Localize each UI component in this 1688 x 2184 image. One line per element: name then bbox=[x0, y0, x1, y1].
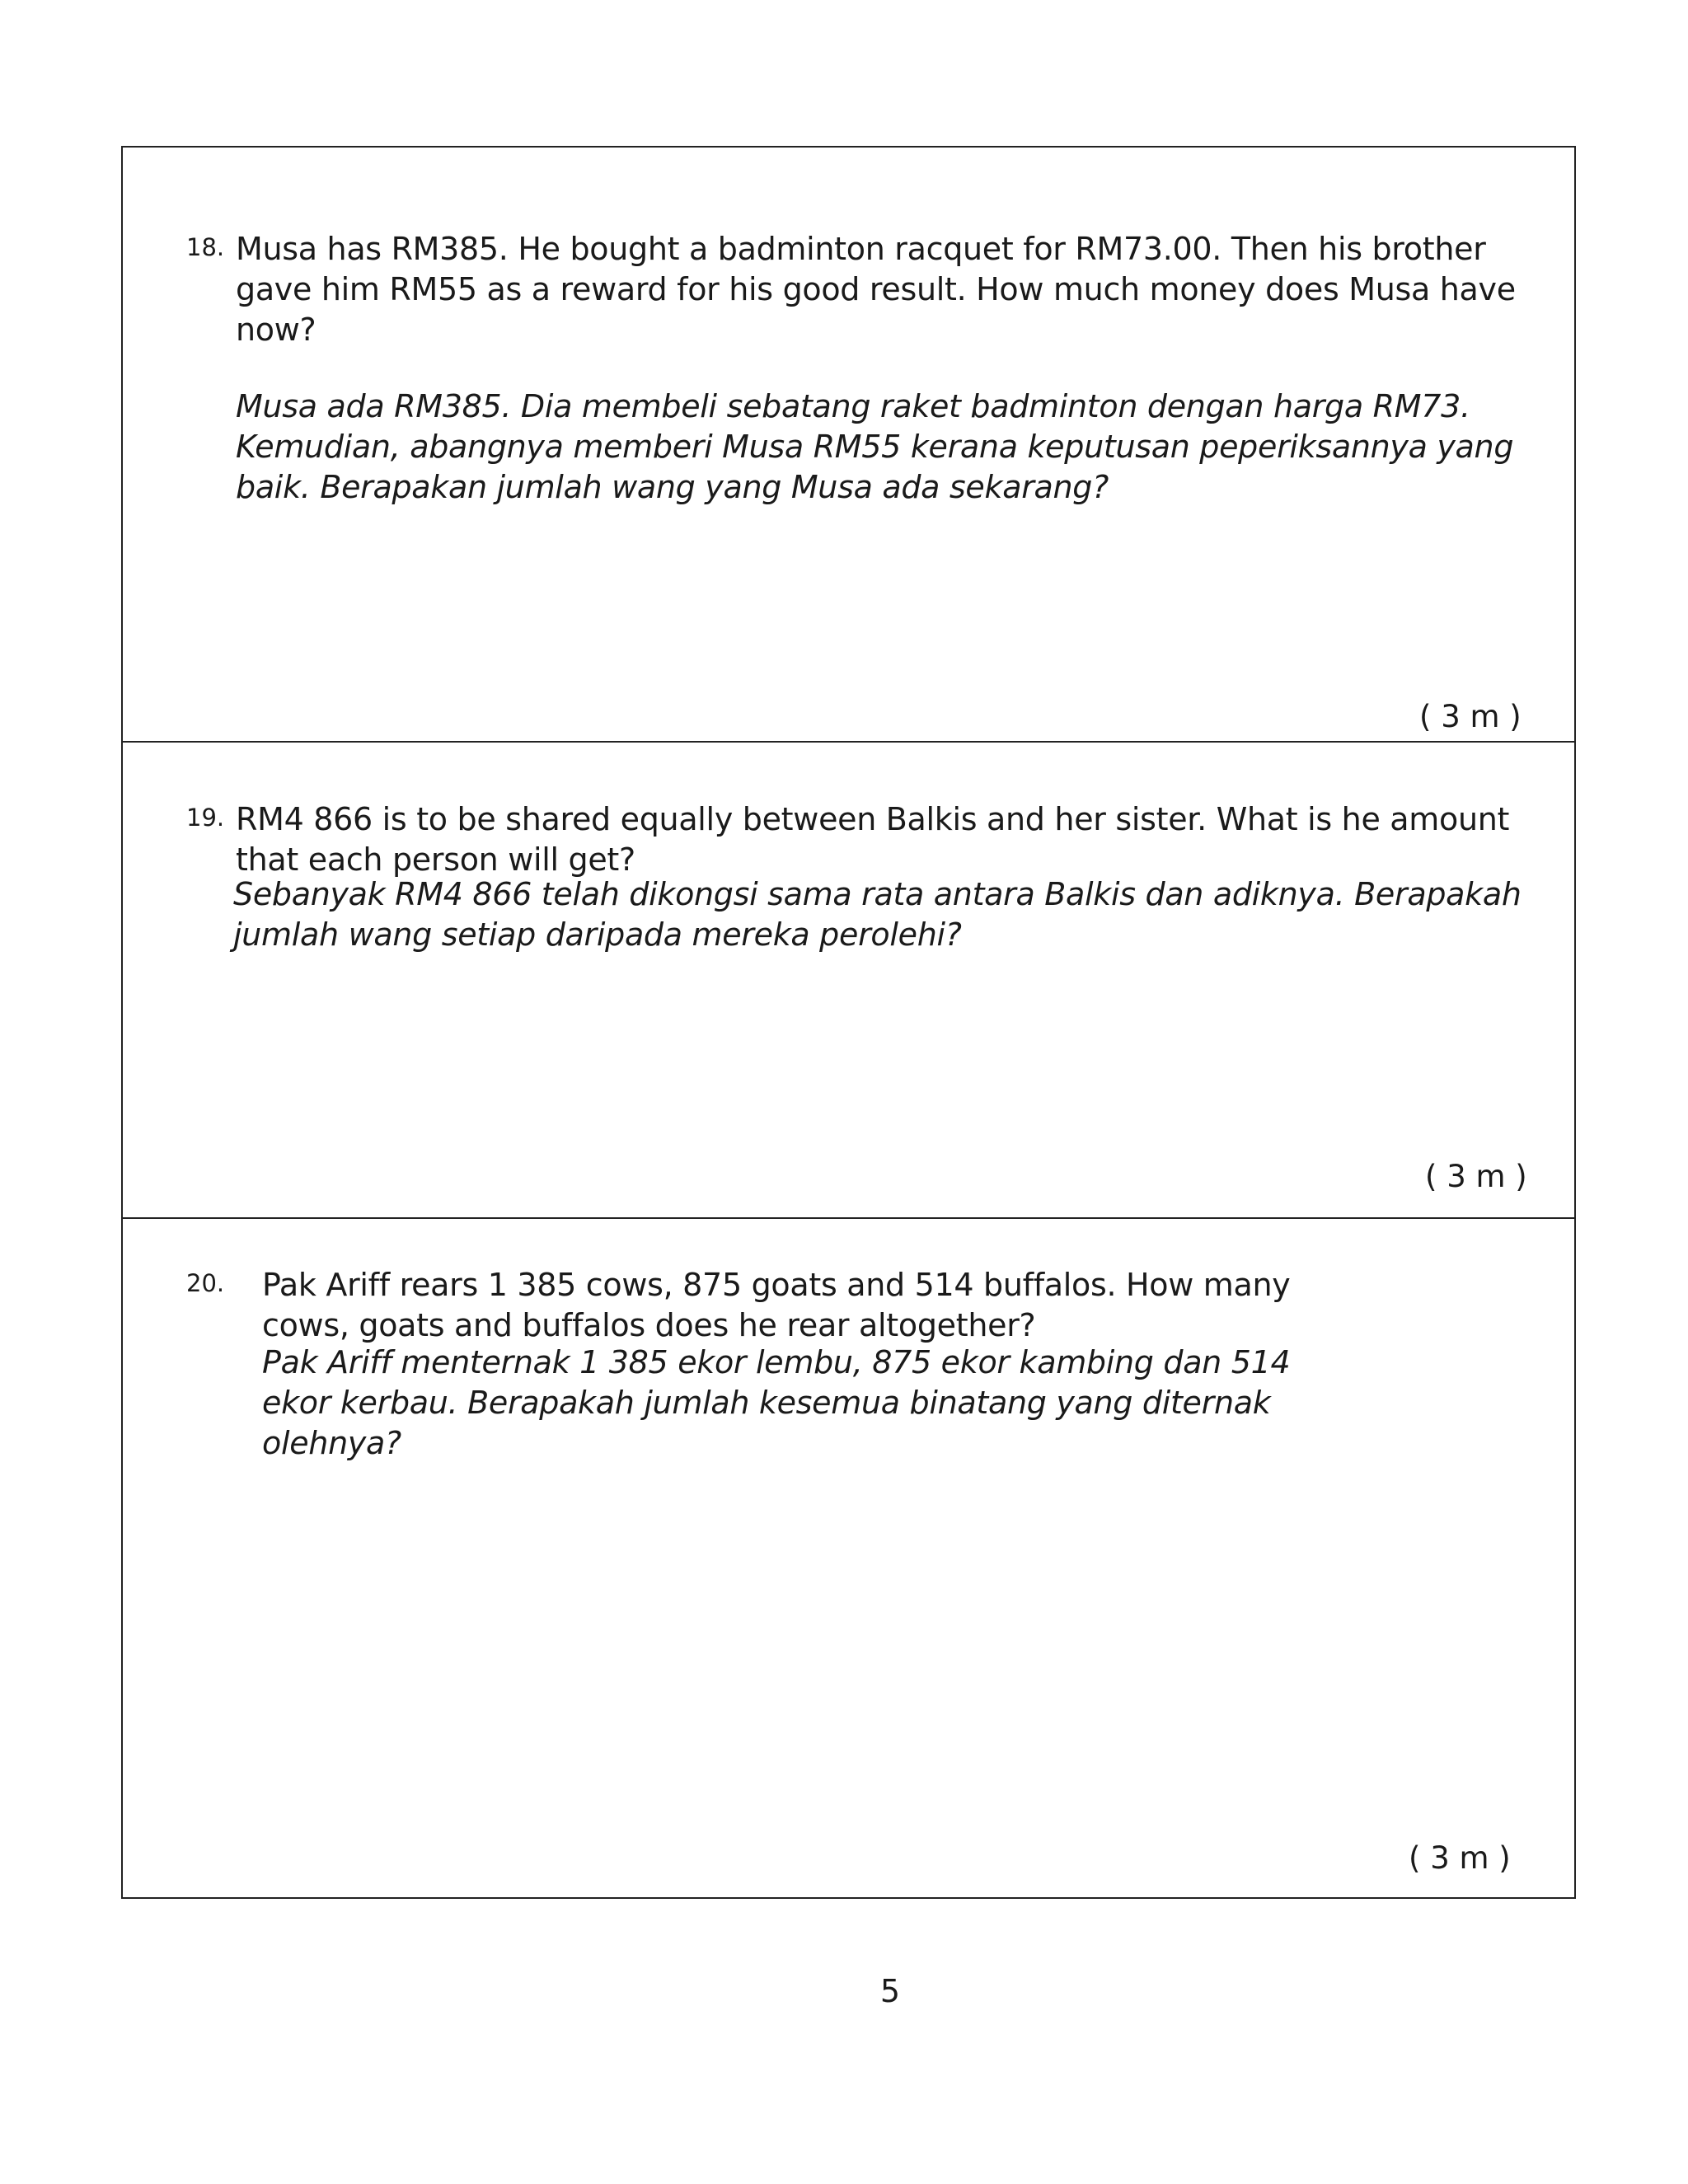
marks-label: ( 3 m ) bbox=[1409, 1840, 1511, 1876]
question-number: 19. bbox=[186, 804, 225, 832]
question-text-english: Musa has RM385. He bought a badminton racquet for RM73.00. Then his brother gave him RM55 as a reward for his good result. How much money does Musa have now? bbox=[236, 231, 1516, 348]
question-text-english: Pak Ariff rears 1 385 cows, 875 goats and 514 buffalos. How many cows, goats and buffalos does he rear altogether? bbox=[262, 1267, 1291, 1343]
question-number: 18. bbox=[186, 233, 225, 261]
question-text-malay: Pak Ariff menternak 1 385 ekor lembu, 875 ekor kambing dan 514 ekor kerbau. Berapakah jumlah kesemua binatang yang diternak olehnya? bbox=[262, 1344, 1291, 1461]
marks-label: ( 3 m ) bbox=[1425, 1159, 1527, 1194]
question-18-box bbox=[123, 148, 1574, 743]
marks-label: ( 3 m ) bbox=[1419, 699, 1522, 734]
question-sheet bbox=[121, 146, 1576, 1899]
question-text-english: RM4 866 is to be shared equally between Balkis and her sister. What is he amount that each person will get? bbox=[236, 801, 1510, 878]
question-number: 20. bbox=[186, 1269, 225, 1297]
page-number: 5 bbox=[879, 1973, 901, 2009]
question-20-box bbox=[123, 1219, 1574, 1899]
question-text-malay: Sebanyak RM4 866 telah dikongsi sama rata antara Balkis dan adiknya. Berapakah jumlah wang setiap daripada mereka perolehi? bbox=[233, 876, 1522, 953]
question-text-malay: Musa ada RM385. Dia membeli sebatang raket badminton dengan harga RM73. Kemudian, abangnya memberi Musa RM55 kerana keputusan peperiksannya yang baik. Berapakan jumlah wang yang Musa ada sekarang? bbox=[236, 388, 1514, 505]
question-19-box bbox=[123, 743, 1574, 1219]
